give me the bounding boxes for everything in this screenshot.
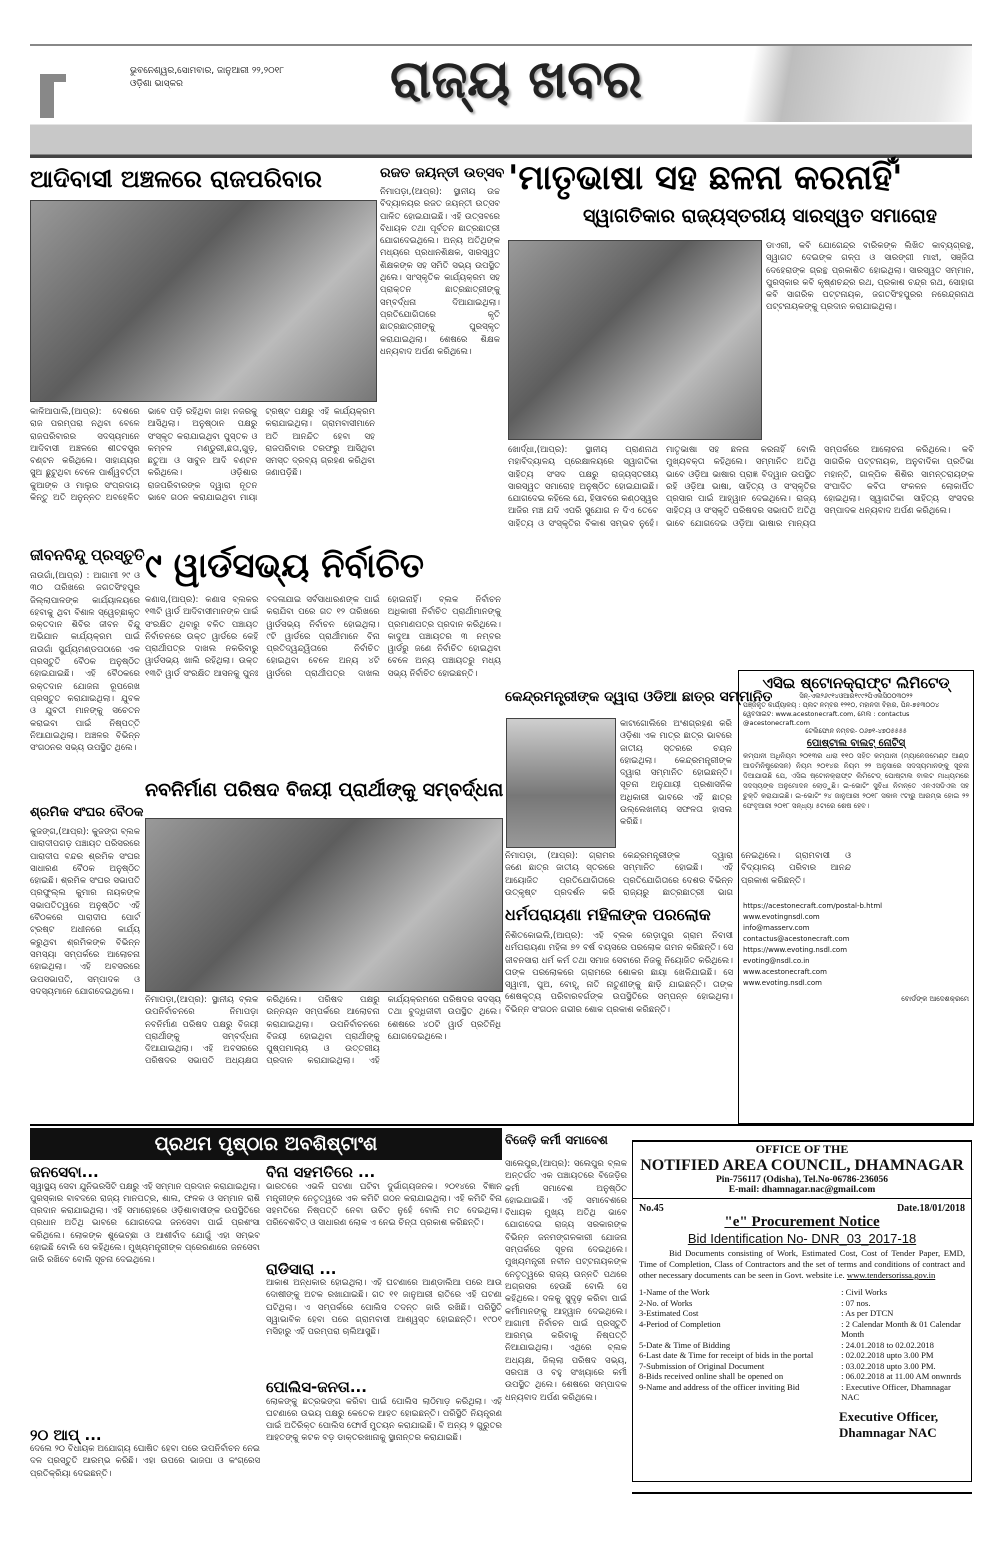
headline-police-janata: ପୋଲିସ-ଜନତା... bbox=[266, 1378, 367, 1396]
notice-ace-address: ପଞ୍ଜିକୃତ କାର୍ଯ୍ୟାଳୟ : ପ୍ଲଟ ନମ୍ବର ୧୨୧୦, ମହାନଦୀ ବିହାର, ପିନ-୭୫୩୦୦୪ bbox=[743, 700, 940, 709]
notice-ace-website: ୱେବସାଇଟ: www.acestonecraft.com, ମେଲ : contactus @acestonecraft.com bbox=[743, 709, 910, 727]
nac-contact: Pin-756117 (Odisha), Tel.No-06786-236056 bbox=[715, 1175, 889, 1185]
article-obituary-body: ନିଶିତକୋଇଲି,(ଆପ୍ର): ଏହି ବ୍ଲକ ରେଡ଼ାପୁର ଗ୍ରାମ ନିବାସୀ ଧର୍ମପରାୟଣା ମହିଳା ୭୨ ବର୍ଷ ବୟସରେ ପରଲୋକ ଗମନ କରିଛନ୍ତି। ସେ ଜୀବନସାରା ଧର୍ମ କର୍ମ ତଥା ସମାଜ ସେବାରେ ନିଜକୁ ନିୟୋଜିତ କରିଥିଲେ। ତାଙ୍କ ପରଲୋକରେ ଗ୍ରାମରେ ଶୋକର ଛାୟା ଖେଳିଯାଇଛି। ସେ ସ୍ୱାମୀ, ପୁଅ, ବୋହୂ, ନାତି ନାତୁଣୀଙ୍କୁ ଛାଡ଼ି ଯାଇଛନ୍ତି। ତାଙ୍କ ଶେଷକୃତ୍ୟ ପରିବାରବର୍ଗଙ୍କ ଉପସ୍ଥିତିରେ ସମ୍ପନ୍ନ ହୋଇଥିଲା। ବିଭିନ୍ନ ସଂଗଠନ ଗଭୀର ଶୋକ ପ୍ରକାଶ କରିଛନ୍ତି। bbox=[505, 931, 733, 1015]
headline-jibanbindu: ଜୀବନବିନ୍ଦୁ ପ୍ରସ୍ତୁତି bbox=[30, 546, 145, 564]
notice-ace-url: www.evotingnsdl.com bbox=[743, 912, 820, 921]
banner-front-page-remainder bbox=[30, 1128, 502, 1160]
nac-detail-label: 9-Name and address of the officer inviting Bid bbox=[639, 1381, 800, 1392]
body-janaseba: ସ୍ୱାସ୍ଥ୍ୟ ସେବା ଯୁନିଭରସିଟି ପକ୍ଷରୁ ଏହି ସମ୍ମାନ ପ୍ରଦାନ କରାଯାଇଥିଲା। ପୁରସ୍କାର ବାବଦରେ ରାଜ୍ୟ ମାନପତ୍ର, ଶାଲ, ଫଳକ ଓ ସମ୍ମାନ ରାଶି ପ୍ରଦାନ କରାଯାଇଥିଲା। ଏହି ସମାରୋହରେ ଓଡ଼ିଶାବାସୀଙ୍କ ଉପସ୍ଥିତିରେ ପ୍ରଧାନ ଅତିଥି ଭାବରେ ଯୋଗଦେଇ ଜନସେବା ପାଇଁ ପ୍ରଶଂସା କରିଥିଲେ। ଲୋକଙ୍କ ଶୁଭେଚ୍ଛା ଓ ଆଶୀର୍ବାଦ ଯୋଗୁଁ ଏହା ସମ୍ଭବ ହୋଇଛି ବୋଲି ସେ କହିଥିଲେ। ମୁଖ୍ୟମନ୍ତ୍ରୀଙ୍କ ପ୍ରେରଣାରେ ଜନସେବା ଜାରି ରଖିବେ ବୋଲି ସୂଚନା ଦେଇଥିଲେ। bbox=[30, 1181, 260, 1266]
banner-text: ପ୍ରଥମ ପୃଷ୍ଠାର ଅବଶିଷ୍ଟାଂଶ bbox=[154, 1133, 378, 1155]
nac-detail-row bbox=[639, 1298, 965, 1309]
nac-detail-row bbox=[639, 1287, 965, 1298]
bottom-col-left bbox=[30, 1164, 260, 1524]
body-radisara: ଆକାଶ ଅନ୍ଧକାର ହୋଇଥିଲା। ଏହି ଘଟଣାରେ ଆଣ୍ଡାଲିଆ ପରେ ଆଉ ଦୋଷୀଙ୍କୁ ଅଟକ ରଖାଯାଇଛି। ଗତ ୧୧ ଜାନୁଆରୀ ରାତିରେ ଏହି ଘଟଣା ଘଟିଥିଲା। ଏ ସମ୍ପର୍କରେ ପୋଲିସ ତଦନ୍ତ ଜାରି ରଖିଛି। ପରିସ୍ଥିତି ସ୍ୱାଭାବିକ ହେବା ପରେ ଗ୍ରାମବାସୀ ଆଶ୍ୱସ୍ତ ହୋଇଛନ୍ତି। ୧୯୦୧ ମସିହାରୁ ଏହି ପରମ୍ପରା ଚାଲିଆସୁଛି। bbox=[266, 1278, 502, 1338]
section-title: ରାଜ୍ୟ ଖବର bbox=[390, 50, 643, 110]
body-police-janata: ଲୋକଙ୍କୁ ଛତ୍ରଭଙ୍ଗ କରିବା ପାଇଁ ପୋଲିସ ଲାଠିମାଡ଼ କରିଥିଲା। ଏହି ଘଟଣାରେ ଉଭୟ ପକ୍ଷରୁ କେତେକ ଆହତ ହୋଇଛନ୍ତି। ପରିସ୍ଥିତି ନିୟନ୍ତ୍ରଣ ପାଇଁ ଅତିରିକ୍ତ ପୋଲିସ ଫୋର୍ସ ମୁତୟନ କରାଯାଇଛି। ବି ଅନ୍ୟ ୨ ଗୁରୁତର ଆହତଙ୍କୁ କଟକ ବଡ଼ ଡାକ୍ତରଖାନାକୁ ସ୍ଥାନାନ୍ତର କରାଯାଇଛି। bbox=[266, 1396, 502, 1444]
nac-detail-row bbox=[639, 1371, 965, 1382]
nac-intro-text: Bid Documents consisting of Work, Estimated Cost, Cost of Tender Paper, EMD, Time of Completion, Class of Contractors and the set of terms and conditions of contract and other necessary documents can be seen in Govt. website i.e. bbox=[639, 1248, 965, 1280]
odisha-map-graphic bbox=[730, 46, 972, 122]
notice-ace-url: evoting@nsdl.co.in bbox=[743, 956, 810, 965]
body-20-aap: ଦେଲେ ୨୦ ବିଧାୟକ ଅଯୋଗ୍ୟ ଘୋଷିତ ହେବା ପରେ ଉପନିର୍ବାଚନ ନେଇ ଦଳ ପ୍ରସ୍ତୁତି ଆରମ୍ଭ କରିଛି। ଏହା ଉପରେ ଭାଜପା ଓ କଂଗ୍ରେସ ପ୍ରତିକ୍ରିୟା ଦେଇଛନ୍ତି। bbox=[30, 1444, 260, 1479]
headline-20-aap: ୨୦ ଆପ୍ ... bbox=[30, 1425, 102, 1444]
nac-website-link[interactable]: www.tendersorissa.gov.in bbox=[846, 1270, 936, 1280]
headline-bjd: ବିଜେଡ଼ି କର୍ମୀ ସମାବେଶ bbox=[505, 1133, 608, 1147]
article-student-body: ନିମାପଡ଼ା, (ଆପ୍ର): ଗ୍ରାମର ଜଣେ ଛାତ୍ର ଜାତୀୟ ସ୍ତରରେ ଆୟୋଜିତ ପ୍ରତିଯୋଗିତାରେ ଉତ୍କୃଷ୍ଟ ପ୍ରଦର୍ଶନ କରି କେନ୍ଦ୍ରମନ୍ତ୍ରୀଙ୍କ ଦ୍ୱାରା ସମ୍ମାନିତ ହୋଇଛି। ଏହି ପ୍ରତିଯୋଗିତାରେ ଦେଶର ବିଭିନ୍ନ ରାଜ୍ୟରୁ ଛାତ୍ରଛାତ୍ରୀ ଭାଗ ନେଇଥିଲେ। ଗ୍ରାମବାସୀ ଓ ବିଦ୍ୟାଳୟ ପରିବାର ଆନନ୍ଦ ପ୍ରକାଶ କରିଛନ୍ତି। bbox=[505, 851, 851, 898]
nac-bid-id: Bid Identification No- DNR_03_2017-18 bbox=[687, 1231, 917, 1246]
nac-detail-value: : As per DTCN bbox=[841, 1308, 894, 1318]
photo-felicitation bbox=[145, 818, 503, 992]
headline-royal: ଆଦିବାସୀ ଅଞ୍ଚଳରେ ରାଜପରିବାର bbox=[30, 165, 322, 193]
article-union-body: କୁଜଙ୍ଗ,(ଆପ୍ର): କୁଜଙ୍ଗ ବ୍ଲକ ପାରାଦୀପଗଡ଼ ପଞ୍ଚାୟତ ପରିସରରେ ପାରାଦୀପ ବନ୍ଦର ଶ୍ରମିକ ସଂଘର ସାଧାରଣ ବୈଠକ ଅନୁଷ୍ଠିତ ହୋଇଛି। ଶ୍ରମିକ ସଂଘର ସଭାପତି ପ୍ରଫୁଲ୍ଲ କୁମାର ନାୟକଙ୍କ ସଭାପତିତ୍ୱରେ ଅନୁଷ୍ଠିତ ଏହି ବୈଠକରେ ପାରାଦୀପ ପୋର୍ଟ ଟ୍ରଷ୍ଟ ଅଧୀନରେ କାର୍ଯ୍ୟ କରୁଥିବା ଶ୍ରମିକଙ୍କ ବିଭିନ୍ନ ସମସ୍ୟା ସମ୍ପର୍କରେ ଆଲୋଚନା ହୋଇଥିଲା। ଏହି ଅବସରରେ ଉପସଭାପତି, ସମ୍ପାଦକ ଓ ସଦସ୍ୟମାନେ ଯୋଗଦେଇଥିଲେ। bbox=[30, 827, 140, 997]
photo-literary-event bbox=[508, 240, 762, 440]
article-jubilee-body: ନିମାପଡ଼ା,(ଆପ୍ର): ସ୍ଥାନୀୟ ଉଚ୍ଚ ବିଦ୍ୟାଳୟର ରଜତ ଜୟନ୍ତୀ ଉତ୍ସବ ପାଳିତ ହୋଇଯାଇଛି। ଏହି ଉତ୍ସବରେ ବିଧାୟକ ତଥା ପୂର୍ବତନ ଛାତ୍ରଛାତ୍ରୀ ଯୋଗଦେଇଥିଲେ। ଅନ୍ୟ ଅତିଥିଙ୍କ ମଧ୍ୟରେ ପ୍ରଧାନଶିକ୍ଷକ, ସାରସ୍ୱତ ଶିକ୍ଷକଙ୍କ ସହ ସମିତି ସଭ୍ୟ ଉପସ୍ଥିତ ଥିଲେ। ସାଂସ୍କୃତିକ କାର୍ଯ୍ୟକ୍ରମ ସହ ପ୍ରାକ୍ତନ ଛାତ୍ରଛାତ୍ରୀଙ୍କୁ ସମ୍ବର୍ଦ୍ଧନା ଦିଆଯାଇଥିଲା। ପ୍ରତିଯୋଗିତାରେ କୃତି ଛାତ୍ରଛାତ୍ରୀଙ୍କୁ ପୁରସ୍କୃତ କରାଯାଇଥିଲା। ଶେଷରେ ଶିକ୍ଷକ ଧନ୍ୟବାଦ ଅର୍ପଣ କରିଥିଲେ। bbox=[380, 187, 500, 357]
nac-office-of: OFFICE OF THE bbox=[755, 1142, 849, 1156]
notice-ace-url: info@masserv.com bbox=[743, 923, 810, 932]
bottom-col-right bbox=[266, 1164, 502, 1524]
nac-detail-label: 4-Period of Completion bbox=[639, 1318, 721, 1329]
nac-detail-value: : 03.02.2018 upto 3.00 PM. bbox=[841, 1360, 936, 1371]
headline-obituary: ଧର୍ମପରାୟଣା ମହିଳାଙ୍କ ପରଲୋକ bbox=[505, 905, 711, 924]
headline-bina-sahamati: ବିନା ସହମତିରେ ... bbox=[266, 1163, 376, 1181]
nac-detail-value: : 06.02.2018 at 11.00 AM onwnrds bbox=[841, 1371, 962, 1381]
notice-ace-body: କମ୍ପାନୀ ଅଧିନିୟମ ୨୦୧୩ର ଧାରା ୧୧୦ ସହିତ କମ୍ପାନୀ (ମ୍ୟାନେଜମେଣ୍ଟ ଆଣ୍ଡ ଆଡମିନିଷ୍ଟ୍ରେସନ) ନିୟମ ୨୦୧୪ର ନିୟମ ୨୨ ଅନୁସାରେ ସଦସ୍ୟମାନଙ୍କୁ ସୂଚନା ଦିଆଯାଉଛି ଯେ, ଏସିଇ ଷ୍ଟୋନକ୍ରାଫ୍ଟ ଲିମିଟେଡ୍ ପୋଷ୍ଟାଲ ବାଲଟ ମାଧ୍ୟମରେ ସଦସ୍ୟଙ୍କ ଅନୁମୋଦନ ଲୋଡ଼ୁଛି। ଇ-ଭୋଟିଂ ସୁବିଧା ନିମନ୍ତେ ଏନଏସଡିଏଲ ସହ ଚୁକ୍ତି କରାଯାଇଛି। ଇ-ଭୋଟିଂ ୨୪ ଜାନୁଆରୀ ୨୦୧୮ ସକାଳ ୯ଟାରୁ ଆରମ୍ଭ ହୋଇ ୨୨ ଫେବୃଆରୀ ୨୦୧୮ ସନ୍ଧ୍ୟା ୫ଟାରେ ଶେଷ ହେବ। bbox=[743, 751, 969, 810]
nac-detail-label: 7-Submission of Original Document bbox=[639, 1360, 765, 1371]
photo-royal-family bbox=[30, 200, 377, 402]
nac-detail-row bbox=[639, 1361, 965, 1372]
article-mother-tongue-body: ଖୋର୍ଦ୍ଧା,(ଆପ୍ର): ସ୍ଥାନୀୟ ପ୍ରାଣନାଥ ମହାବିଦ୍ୟାଳୟ ପ୍ରେକ୍ଷାଳୟରେ ସ୍ୱାଗତିକା ସାହିତ୍ୟ ସଂସଦ ପକ୍ଷରୁ ରାଜ୍ୟସ୍ତରୀୟ ସାରସ୍ୱତ ସମାରୋହ ଅନୁଷ୍ଠିତ ହୋଇଯାଇଛି। ଯୋଗଦେଇ କହିଲେ ଯେ, ହିସାବରେ କଣ୍ଠସ୍ୱର ଆଜିର ମଞ୍ଚ ଯଦି ଏପରି ସୁଯୋଗ ନ ଦିଏ ତେବେ ସାହିତ୍ୟ ଓ ସଂସ୍କୃତିର ବିକାଶ ସମ୍ଭବ ନୁହେଁ। ମାତୃଭାଷା ସହ ଛଳନା କରନାହିଁ ବୋଲି ମୁଖ୍ୟବକ୍ତା କହିଥିଲେ। ସମ୍ମାନିତ ଅତିଥି ଭାବେ ଓଡ଼ିଆ ଭାଷାର ପ୍ରାଜ୍ଞ ବିଦ୍ୱାନ ଉପସ୍ଥିତ ରହି ଓଡ଼ିଆ ଭାଷା, ସାହିତ୍ୟ ଓ ସଂସ୍କୃତିର ପ୍ରସାର ପାଇଁ ଆହ୍ୱାନ ଦେଇଥିଲେ। ରାଜ୍ୟ ସାହିତ୍ୟ ଓ ସଂସ୍କୃତି ପରିଷଦର ସଭାପତି ଅତିଥି ଭାବେ ଯୋଗଦେଇ ଓଡ଼ିଆ ଭାଷାର ମାନ୍ୟତା ସମ୍ପର୍କରେ ଆଲୋଚନା କରିଥିଲେ। କବି ସାଗରିକ ପଟ୍ଟନାୟକ, ଅନୁବାଦିକା ପ୍ରତିଭା ମହାନ୍ତି, ଗାଳ୍ପିକ ଶିଶିର ସାମନ୍ତରାୟଙ୍କ ସଂପାଦିତ କବିତା ସଂକଳନ ଲୋକାର୍ପିତ ହୋଇଥିଲା। ସ୍ୱାଗତିକା ସାହିତ୍ୟ ସଂସଦର ସମ୍ପାଦକ ଧନ୍ୟବାଦ ଅର୍ପଣ କରିଥିଲେ। bbox=[508, 445, 974, 529]
nac-number-date-row bbox=[639, 1203, 965, 1214]
article-nabanirman-body: ନିମାପଡ଼ା,(ଆପ୍ର): ସ୍ଥାନୀୟ ବ୍ଲକ ଉପନିର୍ବାଚନରେ ନିମାପଡ଼ା ନବନିର୍ମାଣ ପରିଷଦ ପକ୍ଷରୁ ବିଜୟୀ ପ୍ରାର୍ଥୀଙ୍କୁ ସମ୍ବର୍ଦ୍ଧନା ଦିଆଯାଇଥିଲା। ଏହି ଅବସରରେ ପରିଷଦର ସଭାପତି ଅଧ୍ୟକ୍ଷତା କରିଥିଲେ। ପରିଷଦ ପକ୍ଷରୁ ଉନ୍ନୟନ ସମ୍ପର୍କରେ ଆଲୋଚନା କରାଯାଇଥିଲା। ଉପନିର୍ବାଚନରେ ବିଜୟୀ ହୋଇଥିବା ପ୍ରାର୍ଥୀଙ୍କୁ ପୁଷ୍ପମାଲ୍ୟ ଓ ଉତ୍ତରୀୟ ପ୍ରଦାନ କରାଯାଇଥିଲା। ଏହି କାର୍ଯ୍ୟକ୍ରମରେ ପରିଷଦର ସଦସ୍ୟ ତଥା ବୁଦ୍ଧିଜୀବୀ ଉପସ୍ଥିତ ଥିଲେ। ଶେଷରେ ୪୦ଟି ୱାର୍ଡ ପ୍ରତିନିଧି ଯୋଗଦେଇଥିଲେ। bbox=[145, 995, 501, 1067]
nac-details-table bbox=[639, 1287, 965, 1403]
nac-signature-2: Dhamnagar NAC bbox=[839, 1424, 937, 1440]
notice-ace-url: https://acestonecraft.com/postal-b.html bbox=[743, 901, 883, 910]
nac-detail-label: 6-Last date & Time for receipt of bids in the portal bbox=[639, 1350, 814, 1360]
article-jibanbindu-body: ନାଉଗାଁ,(ଆପ୍ର) : ଆଗାମୀ ୨୯ ଓ ୩୦ ତାରିଖରେ ଜଗତସିଂହପୁର ଜିଲ୍ଲାପାଳଙ୍କ କାର୍ଯ୍ୟାଳୟରେ ହେବାକୁ ଥିବା ବିଶାଳ ସ୍ୱେଚ୍ଛାକୃତ ରକ୍ତଦାନ ଶିବିର ଜୀବନ ବିନ୍ଦୁ ଅଭିଯାନ କାର୍ଯ୍ୟକ୍ରମ ପାଇଁ ନାଉଗାଁ ସୁର୍ଯ୍ୟମଣ୍ଡପଠାରେ ଏକ ପ୍ରସ୍ତୁତି ବୈଠକ ଅନୁଷ୍ଠିତ ହୋଇଯାଇଛି। ଏହି ବୈଠକରେ ରକ୍ତଦାନ ଯୋଜନା ରୂପରେଖ ପ୍ରସ୍ତୁତ କରାଯାଇଥିଲା। ଯୁବକ ଓ ଯୁବତୀ ମାନଙ୍କୁ ସଚେତନ କରାଇବା ପାଇଁ ନିଷ୍ପତ୍ତି ନିଆଯାଇଥିଲା। ଅଞ୍ଚଳର ବିଭିନ୍ନ ସଂଗଠନର ସଭ୍ୟ ଉପସ୍ଥିତ ଥିଲେ। bbox=[30, 571, 140, 754]
nac-detail-row bbox=[639, 1340, 965, 1351]
headline-mother-tongue: 'ମାତୃଭାଷା ସହ ଛଳନା କରନାହିଁ' bbox=[508, 158, 903, 198]
nac-detail-row bbox=[639, 1350, 965, 1361]
dateline: ଭୁବନେଶ୍ୱର,ସୋମବାର, ଜାନୁଆରୀ ୨୨,୨୦୧୮ bbox=[130, 66, 285, 76]
nac-detail-value: : 2 Calendar Month & 01 Calendar Month bbox=[841, 1318, 961, 1339]
nac-detail-label: 2-No. of Works bbox=[639, 1297, 693, 1308]
nac-detail-label: 5-Date & Time of Bidding bbox=[639, 1339, 731, 1350]
article-student-side: କାଟାଗୋଲିରେ ଅଂଶଗ୍ରହଣ କରି ଓଡ଼ିଶା ଏକ ମାତ୍ର ଛାତ୍ର ଭାବରେ ଜାତୀୟ ସ୍ତରରେ ଚୟନ ହୋଇଥିଲା। କେନ୍ଦ୍ରମନ୍ତ୍ରୀଙ୍କ ଦ୍ୱାରା ସମ୍ମାନିତ ହୋଇଛନ୍ତି। ସୂଚନା ଅନୁଯାୟୀ ପ୍ରଶାସନିକ ଅଧିକାରୀ ଭାବରେ ଏହି ଛାତ୍ର ଉଲ୍ଲେଖନୀୟ ସଫଳତା ହାସଲ କରିଛି। bbox=[620, 719, 732, 828]
notice-ace-subtitle: ପୋଷ୍ଟାଲ ବାଲଟ୍ ନୋଟିସ୍ bbox=[806, 737, 906, 749]
nac-detail-row bbox=[639, 1308, 965, 1319]
headline-student: କେନ୍ଦ୍ରମନ୍ତ୍ରୀଙ୍କ ଦ୍ୱାରା ଓଡିଆ ଛାତ୍ର ସମ୍ମାନିତ bbox=[505, 689, 773, 705]
notice-ace-phone: ଟେଲିଫୋନ ନମ୍ବର- ୦୬୭୧-୪୭୦୫୫୫୫ bbox=[805, 726, 907, 735]
notice-ace-url: https://www.evoting.nsdl.com bbox=[743, 945, 848, 954]
nac-title: "e" Procurement Notice bbox=[724, 1214, 880, 1230]
notice-ace-stonecraft bbox=[738, 670, 974, 1124]
article-ward-body: କଣାସ,(ଆପ୍ର): କଣାସ ବ୍ଲକର ୧୩ଟି ୱାର୍ଡ ଆଦିବାସୀମାନଙ୍କ ପାଇଁ ସଂରକ୍ଷିତ ଥିବାରୁ ବଳିତ ପଞ୍ଚାୟତ ନିର୍ବାଚନରେ ଉକ୍ତ ୱାର୍ଡରେ କେହି ପ୍ରାର୍ଥୀପତ୍ର ଦାଖଲ ନକରିବାରୁ ୱାର୍ଡସଭ୍ୟ ଖାଲି ରହିଥିଲା। ଉକ୍ତ ୧୩ଟି ୱାର୍ଡ ସଂରକ୍ଷିତ ଆସନକୁ ପୁନଃ ବଦଳାଯାଇ ସର୍ବସାଧାରଣଙ୍କ ପାଇଁ କରାଯିବା ପରେ ଗତ ୧୨ ତାରିଖରେ ୱାର୍ଡସଭ୍ୟ ନିର୍ବାଚନ ହୋଇଥିଲା। ୯ଟି ୱାର୍ଡରେ ପ୍ରାର୍ଥୀମାନେ ବିନା ପ୍ରତିଦ୍ୱନ୍ଦ୍ୱିତାରେ ନିର୍ବାଚିତ ହୋଇଥିବା ବେଳେ ଅନ୍ୟ ୪ଟି ୱାର୍ଡରେ ପ୍ରାର୍ଥୀପତ୍ର ଦାଖଲ ହୋଇନାହିଁ। ବ୍ଲକ ନିର୍ବାଚନ ଅଧିକାରୀ ନିର୍ବାଚିତ ପ୍ରାର୍ଥୀମାନଙ୍କୁ ପ୍ରମାଣପତ୍ର ପ୍ରଦାନ କରିଥିଲେ। କାଦୁଆ ପଞ୍ଚାୟତର ୩ ନମ୍ବର ୱାର୍ଡରୁ ଜଣେ ନିର୍ବାଚିତ ହୋଇଥିବା ବେଳେ ଅନ୍ୟ ପଞ୍ଚାୟତରୁ ମଧ୍ୟ ସଭ୍ୟ ନିର୍ବାଚିତ ହୋଇଛନ୍ତି। bbox=[145, 595, 501, 679]
nac-email: E-mail: dhamnagar.nac@gmail.com bbox=[633, 1185, 971, 1199]
article-royal-body: କାଳିଆପାଲି,(ଆପ୍ର): ଦେଶରେ ରାଜ ପରମ୍ପରା ନଥିବା ବେଳେ ରାଜପରିବାରର ସଦସ୍ୟମାନେ ଆଦିବାସୀ ଅଞ୍ଚଳରେ ଶୀତବସ୍ତ୍ର ବଣ୍ଟନ କରିଥିଲେ। ସାହାଯ୍ୟର ସୁଅ ଛୁଟୁଥିବା ବେଳେ ପାର୍ଶ୍ୱବର୍ତ୍ତୀ କୁଆଙ୍କ ଓ ମାଲୁର ସଂପ୍ରଦାୟ କିନ୍ତୁ ଅତି ଅନୁନ୍ନତ ଅବହେଳିତ ଭାବେ ପଡ଼ି ରହିଥିବା ଜାହା ନଜରକୁ ଆସିଥିଲା। ଅନୁଷ୍ଠାନ ପକ୍ଷରୁ ସଂସ୍କୃତ କରାଯାଇଥିବା ପୁସ୍ତକ ଓ କମ୍ବଳ ମଣ୍ଡୁରୀ,ଛତା,ଗୁଡ଼, ଛତୁଆ ଓ ସାବୁନ ଆଦି ବଣ୍ଟନ କରିଥିଲେ। ଓଡ଼ିଶାର ରାଜପରିବାରଙ୍କ ଦ୍ୱାରା ନୂତନ ଭାବେ ଗଠନ କରାଯାଇଥିବା ମାୟା ଟ୍ରଷ୍ଟ ପକ୍ଷରୁ ଏହି କାର୍ଯ୍ୟକ୍ରମ କରାଯାଇଥିଲା। ଗ୍ରାମବାସୀମାନେ ଅତି ଆନନ୍ଦିତ ହେବା ସହ ରାଜପରିବାର ତରଫରୁ ଆସିଥିବା ସମସ୍ତ ଦ୍ରବ୍ୟ ଗ୍ରହଣ କରିଥିବା ଜଣାପଡ଼ିଛି। bbox=[30, 407, 375, 504]
nac-detail-label: 8-Bids received online shall be opened on bbox=[639, 1371, 784, 1381]
nac-detail-value: : 02.02.2018 upto 3.00 PM bbox=[841, 1350, 934, 1360]
nac-council-name: NOTIFIED AREA COUNCIL, DHAMNAGAR bbox=[640, 1157, 964, 1174]
headline-jubilee: ରଜତ ଜୟନ୍ତୀ ଉତ୍ସବ bbox=[380, 165, 505, 181]
headline-janaseba: ଜନସେବା... bbox=[30, 1163, 99, 1181]
headline-radisara: ରାଡିସାରା ... bbox=[266, 1259, 337, 1278]
headline-ward: ୯ ୱାର୍ଡସଭ୍ୟ ନିର୍ବାଚିତ bbox=[145, 546, 424, 586]
nac-detail-row bbox=[639, 1319, 965, 1340]
article-mother-tongue-side: ଡାଏରୀ, କବି ଯୋଗେନ୍ଦ୍ର ବାରିକଙ୍କ ଲିଖିତ କାବ୍ୟଗ୍ରନ୍ଥ, ସ୍ୱାଗତ ଦେଇଙ୍କ ଗଳ୍ପ ଓ ସାରଙ୍ଗୀ ମାଝୀ, ସଞ୍ଜିତା ଦେହେରାଙ୍କ ଗ୍ରନ୍ଥ ପ୍ରକାଶିତ ହୋଇଥିଲା। ସାରସ୍ୱତ ସମ୍ମାନ, ପୁରସ୍କାର କବି କୃଷ୍ଣଚନ୍ଦ୍ର ରଥ, ପ୍ରକାଶ ଚନ୍ଦ୍ର ରଥ, ସୋହାଗ କବି ସାଗରିକ ପଟ୍ଟନାୟକ, ଜଗତସିଂହପୁରର ନରେନ୍ଦ୍ରନାଥ ପଟ୍ଟନାୟକଙ୍କୁ ପ୍ରଦାନ କରାଯାଇଥିଲା। bbox=[766, 241, 974, 313]
notice-dhamnagar-nac bbox=[632, 1140, 972, 1482]
nac-detail-value: : Executive Officer, Dhamnagar NAC bbox=[841, 1381, 951, 1402]
notice-ace-url: www.acestonecraft.com bbox=[743, 967, 827, 976]
subhead-mother-tongue: ସ୍ୱାଗତିକାର ରାଜ୍ୟସ୍ତରୀୟ ସାରସ୍ୱତ ସମାରୋହ bbox=[583, 205, 937, 227]
notice-ace-url: contactus@acestonecraft.com bbox=[743, 934, 850, 943]
nac-date: Date.18/01/2018 bbox=[896, 1203, 965, 1214]
page-corner-mark-top bbox=[40, 74, 66, 82]
article-bjd-body: ସାଲେପୁର,(ଆପ୍ର): ସଲେପୁର ବ୍ଲକ ଅନ୍ତର୍ଗତ ଏକ ପଞ୍ଚାୟତରେ ବିଜେଡ଼ିର କର୍ମୀ ସମାବେଶ ଅନୁଷ୍ଠିତ ହୋଇଯାଇଛି। ଏହି ସମାବେଶରେ ବିଧାୟକ ମୁଖ୍ୟ ଅତିଥି ଭାବେ ଯୋଗଦେଇ ରାଜ୍ୟ ସରକାରଙ୍କ ବିଭିନ୍ନ ଜନମଙ୍ଗଳକାରୀ ଯୋଜନା ସମ୍ପର୍କରେ ସୂଚନା ଦେଇଥିଲେ। ମୁଖ୍ୟମନ୍ତ୍ରୀ ନବୀନ ପଟ୍ଟନାୟକଙ୍କ ନେତୃତ୍ୱରେ ରାଜ୍ୟ ଉନ୍ନତି ପଥରେ ଅଗ୍ରସର ହେଉଛି ବୋଲି ସେ କହିଥିଲେ। ଦଳକୁ ସୁଦୃଢ଼ କରିବା ପାଇଁ କର୍ମୀମାନଙ୍କୁ ଆହ୍ୱାନ ଦେଇଥିଲେ। ଆଗାମୀ ନିର୍ବାଚନ ପାଇଁ ପ୍ରସ୍ତୁତି ଆରମ୍ଭ କରିବାକୁ ନିଷ୍ପତ୍ତି ନିଆଯାଇଥିଲା। ଏଥିରେ ବ୍ଲକ ଅଧ୍ୟକ୍ଷ, ଜିଲ୍ଲା ପରିଷଦ ସଭ୍ୟ, ସରପଞ୍ଚ ଓ ବହୁ ସଂଖ୍ୟାରେ କର୍ମୀ ଉପସ୍ଥିତ ଥିଲେ। ଶେଷରେ ସମ୍ପାଦକ ଧନ୍ୟବାଦ ଅର୍ପଣ କରିଥିଲେ। bbox=[505, 1159, 627, 1403]
masthead bbox=[30, 44, 972, 158]
nac-detail-value: : 24.01.2018 to 02.02.2018 bbox=[841, 1339, 934, 1350]
bottom-rule bbox=[632, 1492, 972, 1494]
headline-nabanirman: ନବନିର୍ମାଣ ପରିଷଦ ବିଜୟୀ ପ୍ରାର୍ଥୀଙ୍କୁ ସମ୍ବର୍ଦ୍ଧନା bbox=[145, 779, 504, 801]
nac-detail-label: 1-Name of the Work bbox=[639, 1287, 710, 1297]
notice-ace-url: www.evoting.nsdl.com bbox=[743, 978, 822, 987]
nac-intro bbox=[639, 1248, 965, 1281]
nac-detail-value: : 07 nos. bbox=[841, 1297, 871, 1308]
nac-detail-label: 3-Estimated Cost bbox=[639, 1308, 699, 1318]
nac-detail-row bbox=[639, 1382, 965, 1403]
headline-union: ଶ୍ରମିକ ସଂଘର ବୈଠକ bbox=[30, 805, 144, 820]
nac-number: No.45 bbox=[639, 1203, 664, 1214]
section-divider bbox=[30, 1124, 974, 1126]
nac-detail-value: : Civil Works bbox=[841, 1287, 888, 1297]
nac-signature-1: Executive Officer, bbox=[839, 1408, 939, 1424]
notice-ace-url-list bbox=[743, 901, 969, 989]
paper-name: ଓଡ଼ିଶା ଭାସ୍କର bbox=[130, 79, 183, 89]
notice-ace-title: ଏସିଇ ଷ୍ଟୋନକ୍ରାଫ୍ଟ ଲିମିଟେଡ୍ bbox=[762, 674, 950, 692]
body-bina-sahamati: ଭାରତରେ ଏଭଳି ଘଟଣା ଘଟିବା ଦୁର୍ଭାଗ୍ୟଜନକ। ୨୦୧୪ରେ ବିଜ୍ଞାନ ମନ୍ତ୍ରୀଙ୍କ ନେତୃତ୍ୱରେ ଏକ କମିଟି ଗଠନ କରାଯାଇଥିଲା। ଏହି କମିଟି ବିନା ସହମତିରେ ନିଷ୍ପତ୍ତି ନେବା ଉଚିତ ନୁହେଁ ବୋଲି ମତ ଦେଇଥିଲା। ପରିବେଶବିତ୍ ଓ ସାଧାରଣ ଲୋକ ଏ ନେଇ ଚିନ୍ତା ପ୍ରକାଶ କରିଛନ୍ତି। bbox=[266, 1181, 502, 1229]
notice-ace-sign: ବୋର୍ଡଙ୍କ ଆଦେଶକ୍ରମେ bbox=[901, 994, 969, 1003]
notice-ace-cin: ସିନ୍-ଏଲ୨୬୯୧୪ଓଆର୧୯୯୨ପିଏଲସି୦୦୩୦୨୨ bbox=[799, 691, 913, 700]
photo-student bbox=[506, 718, 616, 848]
